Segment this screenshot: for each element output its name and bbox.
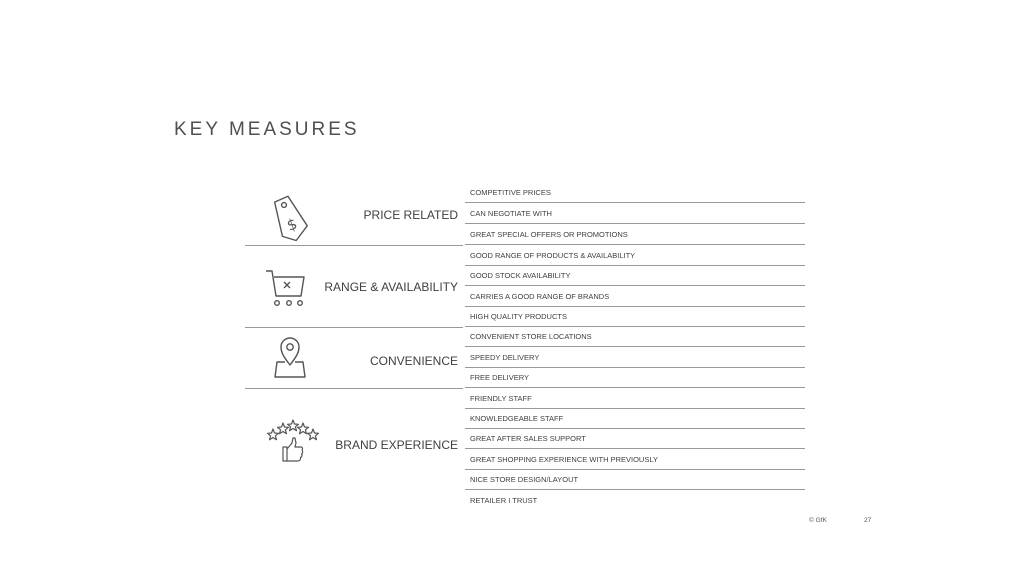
category-label: RANGE & AVAILABILITY <box>324 280 458 294</box>
category-label: BRAND EXPERIENCE <box>335 438 458 452</box>
list-item: CARRIES A GOOD RANGE OF BRANDS <box>465 287 805 307</box>
list-item: GOOD RANGE OF PRODUCTS & AVAILABILITY <box>465 246 805 266</box>
category-label: CONVENIENCE <box>369 354 458 368</box>
list-item: FREE DELIVERY <box>465 368 805 388</box>
list-item: NICE STORE DESIGN/LAYOUT <box>465 470 805 490</box>
list-item: CONVENIENT STORE LOCATIONS <box>465 327 805 347</box>
list-item: CAN NEGOTIATE WITH <box>465 204 805 224</box>
category-label: PRICE RELATED <box>363 208 458 222</box>
page-title: KEY MEASURES <box>174 119 360 140</box>
list-item: KNOWLEDGEABLE STAFF <box>465 409 805 429</box>
list-item: GREAT SHOPPING EXPERIENCE WITH PREVIOUSLY <box>465 450 805 470</box>
list-item: SPEEDY DELIVERY <box>465 348 805 368</box>
list-item: GREAT AFTER SALES SUPPORT <box>465 429 805 449</box>
svg-text:$: $ <box>284 214 300 235</box>
group-divider <box>245 327 463 328</box>
list-item: FRIENDLY STAFF <box>465 389 805 409</box>
list-item: HIGH QUALITY PRODUCTS <box>465 307 805 327</box>
group-divider <box>245 245 463 246</box>
page-number: 27 <box>864 517 872 524</box>
footer-copyright: © GfK <box>809 517 827 524</box>
list-item: RETAILER I TRUST <box>470 496 538 505</box>
group-divider <box>245 388 463 389</box>
list-item: COMPETITIVE PRICES <box>465 183 805 203</box>
list-item: GREAT SPECIAL OFFERS OR PROMOTIONS <box>465 225 805 245</box>
list-item: GOOD STOCK AVAILABILITY <box>465 266 805 286</box>
